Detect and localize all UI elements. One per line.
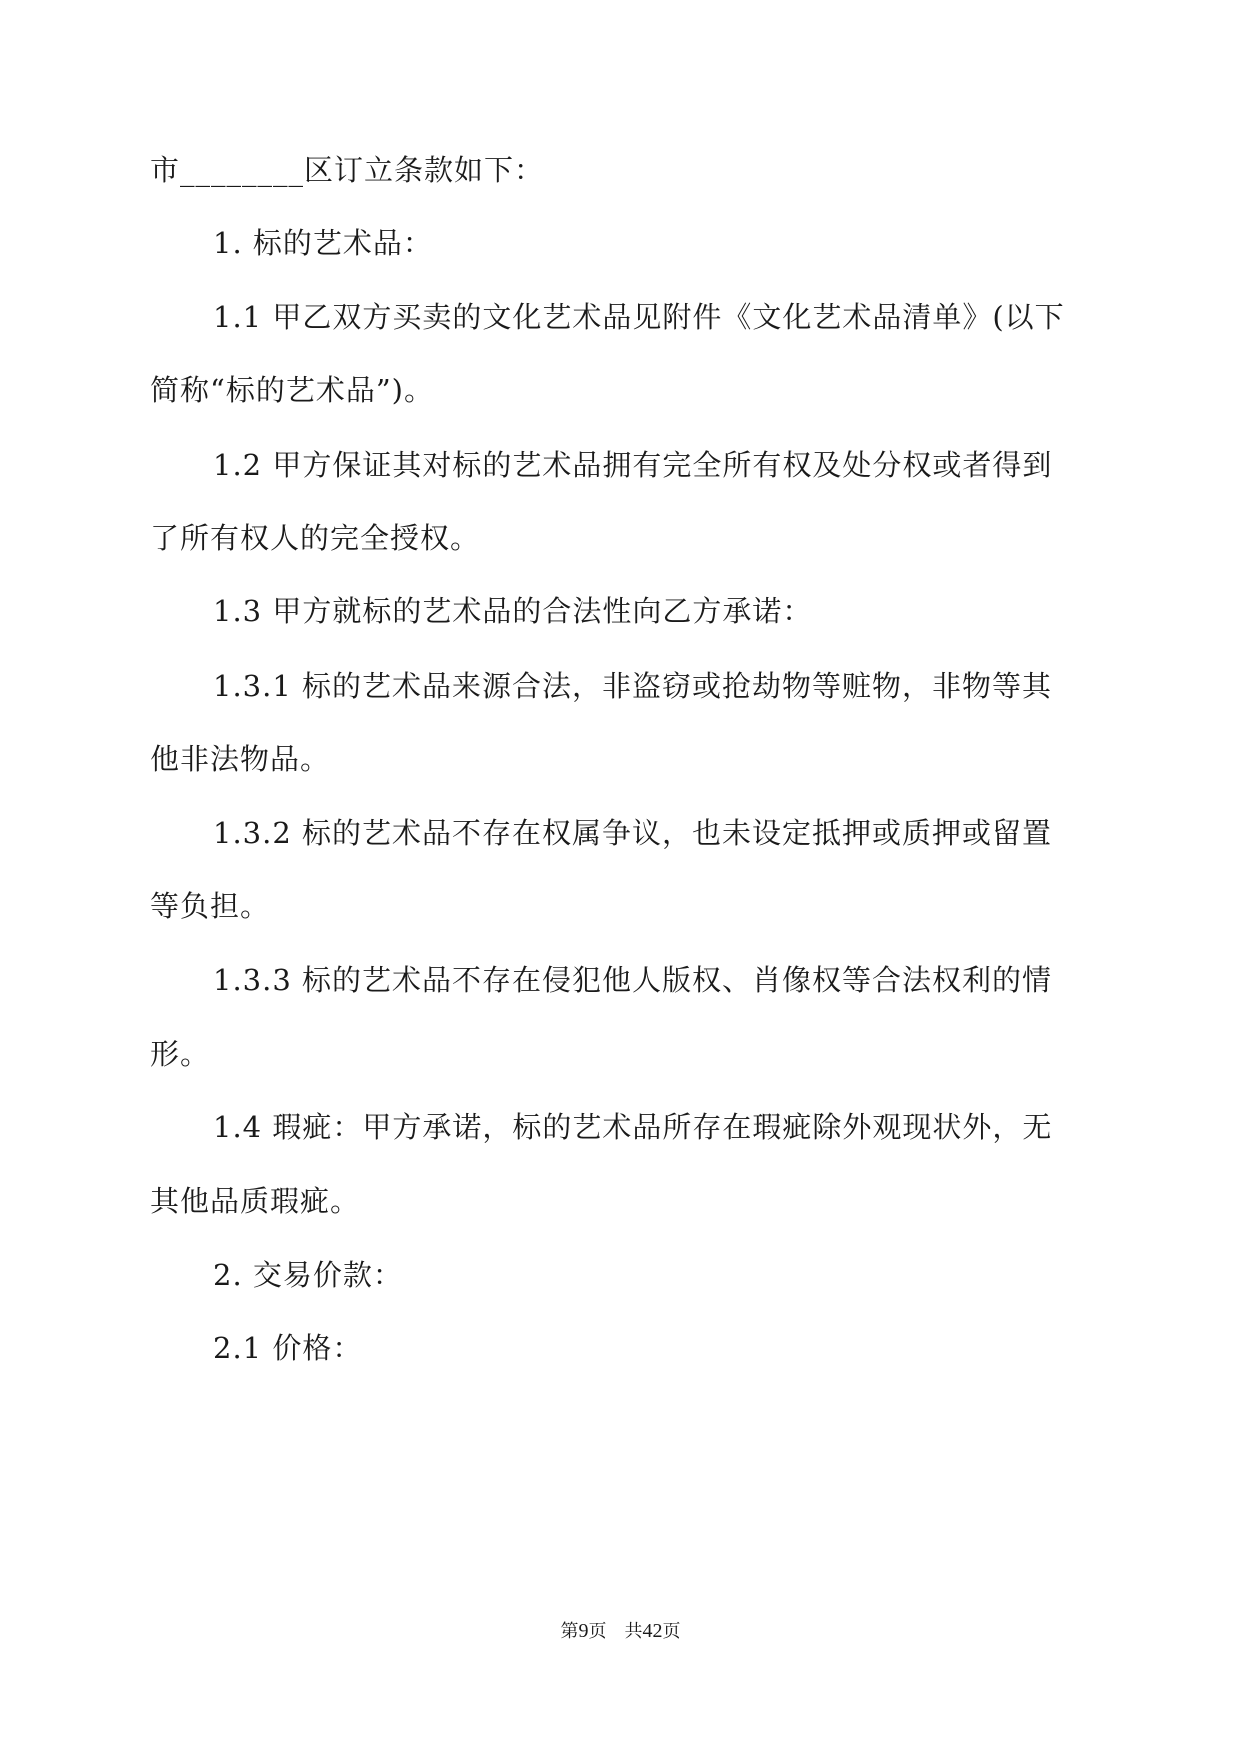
text-line: 1.3.1 标的艺术品来源合法，非盗窃或抢劫物等赃物，非物等其 xyxy=(213,669,1053,703)
section-heading: 2. 交易价款： xyxy=(213,1258,403,1292)
text-line: 等负担。 xyxy=(150,889,271,923)
text-line: 他非法物品。 xyxy=(150,742,331,776)
text-line: 形。 xyxy=(150,1037,211,1071)
text-line: 2.1 价格： xyxy=(213,1331,363,1365)
text-line: 市________区订立条款如下： xyxy=(150,153,545,187)
current-page-number: 9 xyxy=(578,1620,589,1642)
text-line: 1.3.2 标的艺术品不存在权属争议，也未设定抵押或质押或留置 xyxy=(213,816,1053,850)
text-line: 1.2 甲方保证其对标的艺术品拥有完全所有权及处分权或者得到 xyxy=(213,448,1053,482)
text-line: 1.3.3 标的艺术品不存在侵犯他人版权、肖像权等合法权利的情 xyxy=(213,963,1053,997)
page-footer xyxy=(0,1618,1241,1645)
footer-prefix: 第 xyxy=(560,1621,579,1642)
text-line: 其他品质瑕疵。 xyxy=(150,1184,361,1218)
section-heading: 1. 标的艺术品： xyxy=(213,226,433,260)
text-line: 了所有权人的完全授权。 xyxy=(150,521,481,555)
text-line: 1.3 甲方就标的艺术品的合法性向乙方承诺： xyxy=(213,594,813,628)
text-line: 1.1 甲乙双方买卖的文化艺术品见附件《文化艺术品清单》(以下 xyxy=(213,300,1065,334)
footer-suffix: 页 xyxy=(662,1621,681,1642)
text-line: 1.4 瑕疵：甲方承诺，标的艺术品所存在瑕疵除外观现状外，无 xyxy=(213,1110,1053,1144)
text-line: 简称“标的艺术品”)。 xyxy=(150,373,434,407)
total-page-count: 42 xyxy=(642,1620,663,1642)
footer-mid: 页 共 xyxy=(588,1621,643,1642)
